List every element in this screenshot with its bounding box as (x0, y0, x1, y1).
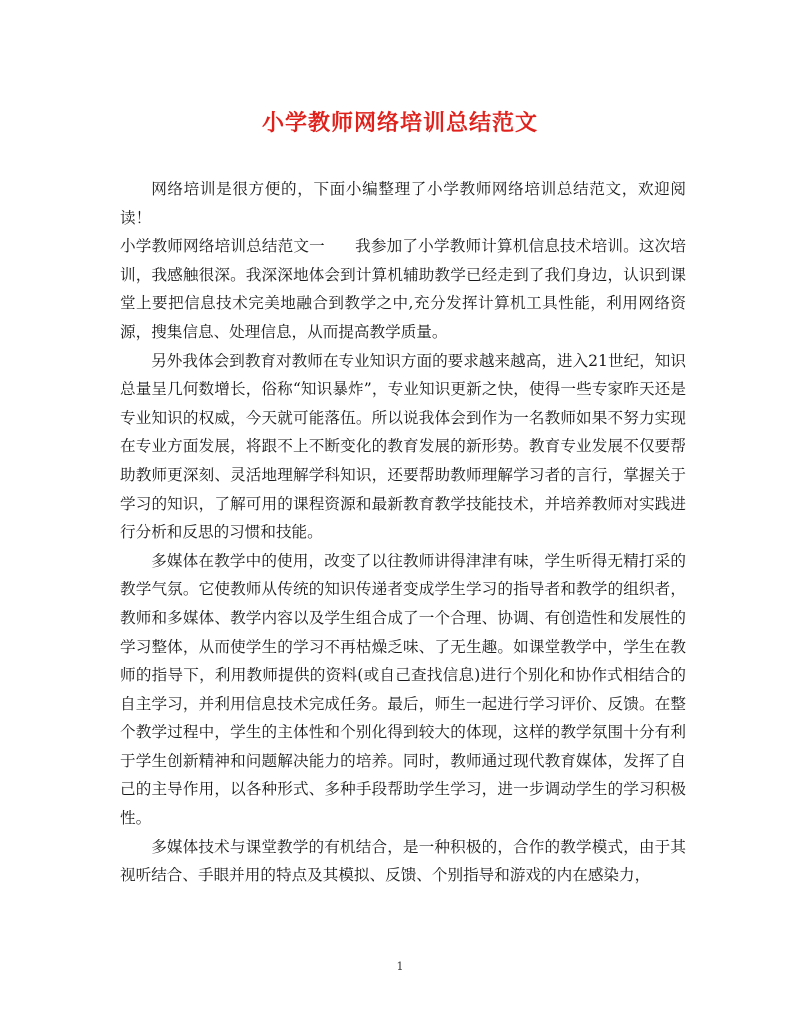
paragraph-1: 我参加了小学教师计算机信息技术培训。这次培训，我感触很深。我深深地体会到计算机辅助教学已经走到了我们身边，认识到课堂上要把信息技术完美地融合到教学之中,充分发挥计算机工具性能，利用网络资源，搜集信息、处理信息，从而提高教学质量。 (120, 237, 686, 341)
paragraph-2: 另外我体会到教育对教师在专业知识方面的要求越来越高，进入21世纪，知识总量呈几何数增长，俗称“知识暴炸”，专业知识更新之快，使得一些专家昨天还是专业知识的权威，今天就可能落伍。所以说我体会到作为一名教师如果不努力实现在专业方面发展，将跟不上不断变化的教育发展的新形势。教育专业发展不仅要帮助教师更深刻、灵活地理解学科知识，还要帮助教师理解学习者的言行，掌握关于学习的知识，了解可用的课程资源和最新教育教学技能技术，并培养教师对实践进行分析和反思的习惯和技能。 (120, 351, 686, 542)
paragraph-4: 多媒体技术与课堂教学的有机结合，是一种积极的，合作的教学模式，由于其视听结合、手眼并用的特点及其模拟、反馈、个别指导和游戏的内在感染力， (120, 837, 686, 885)
section-heading: 小学教师网络培训总结范文一 (120, 237, 325, 256)
paragraph-3: 多媒体在教学中的使用，改变了以往教师讲得津津有味，学生听得无精打采的教学气氛。它使教师从传统的知识传递者变成学生学习的指导者和教学的组织者，教师和多媒体、教学内容以及学生组合成了一个合理、协调、有创造性和发展性的学习整体，从而使学生的学习不再枯燥乏味、了无生趣。如课堂教学中，学生在教师的指导下，利用教师提供的资料(或自己查找信息)进行个别化和协作式相结合的自主学习，并利用信息技术完成任务。最后，师生一起进行学习评价、反馈。在整个教学过程中，学生的主体性和个别化得到较大的体现，这样的教学氛围十分有利于学生创新精神和问题解决能力的培养。同时，教师通过现代教育媒体，发挥了自己的主导作用，以各种形式、多种手段帮助学生学习，进一步调动学生的学习积极性。 (120, 551, 686, 828)
page-number: 1 (396, 960, 404, 973)
document-title: 小学教师网络培训总结范文 (261, 111, 538, 136)
intro-paragraph: 网络培训是很方便的，下面小编整理了小学教师网络培训总结范文，欢迎阅读！ (120, 180, 686, 227)
section-paragraph (120, 232, 686, 346)
document-body (120, 175, 686, 890)
